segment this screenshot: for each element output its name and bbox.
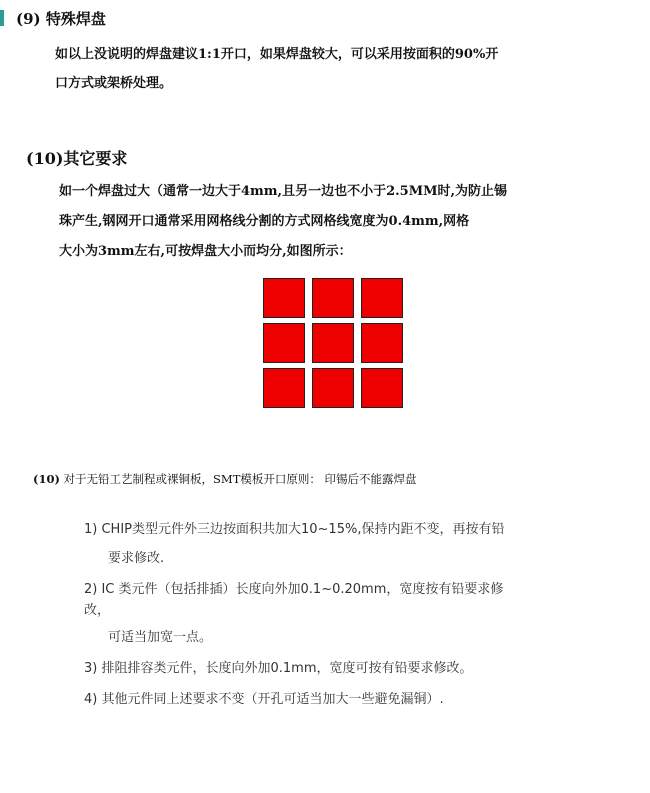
list-item-2-cont: 改， — [84, 603, 111, 618]
pad-segment — [312, 278, 354, 318]
list-item-2: 2) IC 类元件（包括排插）长度向外加0.1~0.20mm，宽度按有铅要求修 — [84, 582, 504, 597]
list-item-4: 4) 其他元件同上述要求不变（开孔可适当加大一些避免漏铜）. — [84, 692, 444, 707]
pad-segment — [361, 278, 403, 318]
section-10-line-2: 珠产生,钢网开口通常采用网格线分割的方式网格线宽度为0.4mm,网格 — [59, 214, 470, 229]
pad-segment — [312, 323, 354, 363]
section-10-line-3: 大小为3mm左右,可按焊盘大小而均分,如图所示： — [59, 244, 352, 259]
section-10-heading: (10)其它要求 — [26, 149, 128, 168]
section-10-line-1: 如一个焊盘过大（通常一边大于4mm,且另一边也不小于2.5MM时,为防止锡 — [59, 184, 508, 199]
list-item-1-cont: 要求修改. — [108, 551, 165, 566]
pad-grid-figure — [263, 278, 406, 408]
pad-segment — [263, 368, 305, 408]
section-marker — [0, 10, 4, 26]
list-item-3: 3) 排阻排容类元件，长度向外加0.1mm，宽度可按有铅要求修改。 — [84, 661, 473, 676]
section-10b-title: 对于无铅工艺制程或裸铜板，SMT模板开口原则： 印锡后不能露焊盘 — [63, 472, 417, 486]
section-9-heading: (9) 特殊焊盘 — [16, 10, 106, 28]
section-10b-heading — [33, 471, 417, 487]
pad-segment — [361, 368, 403, 408]
pad-segment — [263, 323, 305, 363]
list-item-1: 1) CHIP类型元件外三边按面积共加大10~15%,保持内距不变，再按有铅 — [84, 522, 505, 537]
pad-segment — [263, 278, 305, 318]
section-10b-number: (10) — [33, 472, 60, 486]
pad-segment — [361, 323, 403, 363]
section-9-line-2: 口方式或架桥处理。 — [55, 76, 173, 91]
section-9-line-1: 如以上没说明的焊盘建议1:1开口，如果焊盘较大，可以采用按面积的90%开 — [55, 47, 499, 62]
pad-segment — [312, 368, 354, 408]
list-item-2-note: 可适当加宽一点。 — [108, 630, 213, 645]
